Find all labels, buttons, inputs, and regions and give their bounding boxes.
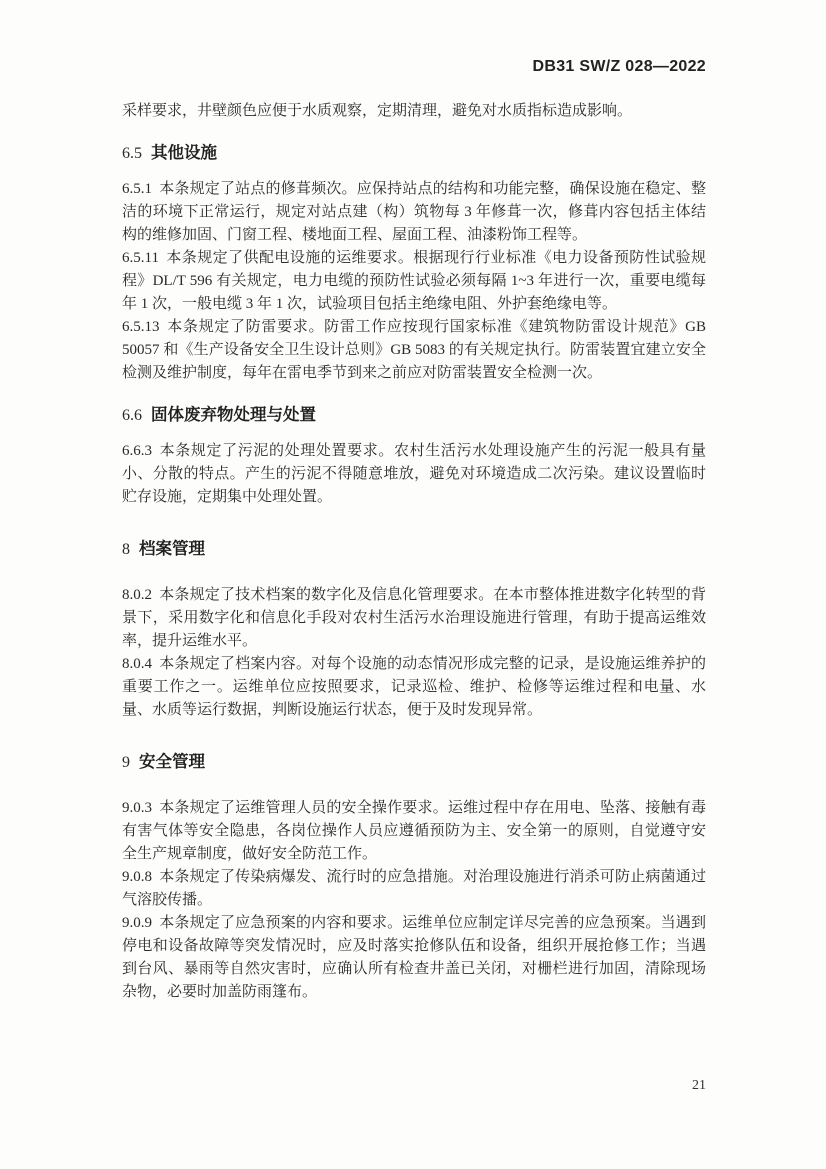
chapter-heading-9 [122, 748, 706, 775]
heading-number: 8 [122, 541, 130, 558]
heading-title: 固体废弃物处理与处置 [151, 406, 316, 424]
clause-text: 本条规定了技术档案的数字化及信息化管理要求。在本市整体推进数字化转型的背景下，采用数字化和信息化手段对农村生活污水治理设施进行管理，有助于提高运维效率，提升运维水平。 [122, 587, 706, 649]
clause-text: 本条规定了站点的修葺频次。应保持站点的结构和功能完整，确保设施在稳定、整洁的环境下正常运行，规定对站点建（构）筑物每 3 年修葺一次，修葺内容包括主体结构的维修加固、门窗工程、楼地面工程、屋面工程、油漆粉饰工程等。 [122, 181, 706, 243]
heading-title: 档案管理 [139, 540, 205, 558]
clause-number: 9.0.8 [122, 869, 152, 885]
clause-number: 6.6.3 [122, 443, 152, 459]
clause-paragraph-9-0-8 [122, 866, 706, 912]
heading-title: 其他设施 [151, 144, 217, 162]
heading-number: 6.6 [122, 407, 142, 424]
section-heading-6-6 [122, 401, 706, 428]
paragraph-text: 采样要求，井壁颜色应便于水质观察，定期清理，避免对水质指标造成影响。 [122, 103, 633, 119]
clause-text: 本条规定了运维管理人员的安全操作要求。运维过程中存在用电、坠落、接触有毒有害气体等安全隐患，各岗位操作人员应遵循预防为主、安全第一的原则，自觉遵守安全生产规章制度，做好安全防范工作。 [122, 800, 706, 862]
clause-number: 6.5.13 [122, 319, 160, 335]
clause-paragraph-9-0-3 [122, 797, 706, 866]
clause-text: 本条规定了应急预案的内容和要求。运维单位应制定详尽完善的应急预案。当遇到停电和设备故障等突发情况时，应及时落实抢修队伍和设备，组织开展抢修工作；当遇到台风、暴雨等自然灾害时，应确认所有检查井盖已关闭，对栅栏进行加固，清除现场杂物，必要时加盖防雨篷布。 [122, 915, 706, 1000]
clause-paragraph-6-5-13 [122, 316, 706, 385]
clause-text: 本条规定了传染病爆发、流行时的应急措施。对治理设施进行消杀可防止病菌通过气溶胶传播。 [122, 869, 706, 908]
clause-number: 8.0.4 [122, 656, 152, 672]
clause-paragraph-6-6-3 [122, 440, 706, 509]
clause-number: 6.5.11 [122, 250, 159, 266]
clause-text: 本条规定了供配电设施的运维要求。根据现行行业标准《电力设备预防性试验规程》DL/T 596 有关规定，电力电缆的预防性试验必须每隔 1~3 年进行一次，重要电缆每年 1 次，一般电缆 3 年 1 次，试验项目包括主绝缘电阻、外护套绝缘电等。 [122, 250, 706, 312]
clause-text: 本条规定了污泥的处理处置要求。农村生活污水处理设施产生的污泥一般具有量小、分散的特点。产生的污泥不得随意堆放，避免对环境造成二次污染。建议设置临时贮存设施，定期集中处理处置。 [122, 443, 706, 505]
page-number: 21 [692, 1078, 706, 1093]
document-code-header: DB31 SW/Z 028—2022 [532, 58, 706, 75]
clause-number: 9.0.9 [122, 915, 152, 931]
clause-paragraph-8-0-2 [122, 584, 706, 653]
clause-number: 6.5.1 [122, 181, 152, 197]
section-heading-6-5 [122, 139, 706, 166]
chapter-heading-8 [122, 535, 706, 562]
clause-paragraph-9-0-9 [122, 912, 706, 1004]
continuation-paragraph [122, 100, 706, 123]
clause-paragraph-6-5-1 [122, 178, 706, 247]
clause-text: 本条规定了档案内容。对每个设施的动态情况形成完整的记录，是设施运维养护的重要工作之一。运维单位应按照要求，记录巡检、维护、检修等运维过程和电量、水量、水质等运行数据，判断设施运行状态，便于及时发现异常。 [122, 656, 706, 718]
clause-paragraph-8-0-4 [122, 653, 706, 722]
clause-number: 9.0.3 [122, 800, 152, 816]
heading-title: 安全管理 [139, 753, 205, 771]
clause-paragraph-6-5-11 [122, 247, 706, 316]
clause-number: 8.0.2 [122, 587, 152, 603]
heading-number: 9 [122, 754, 130, 771]
clause-text: 本条规定了防雷要求。防雷工作应按现行国家标准《建筑物防雷设计规范》GB 50057 和《生产设备安全卫生设计总则》GB 5083 的有关规定执行。防雷装置宜建立安全检测及维护制度，每年在雷电季节到来之前应对防雷装置安全检测一次。 [122, 319, 706, 381]
heading-number: 6.5 [122, 145, 142, 162]
